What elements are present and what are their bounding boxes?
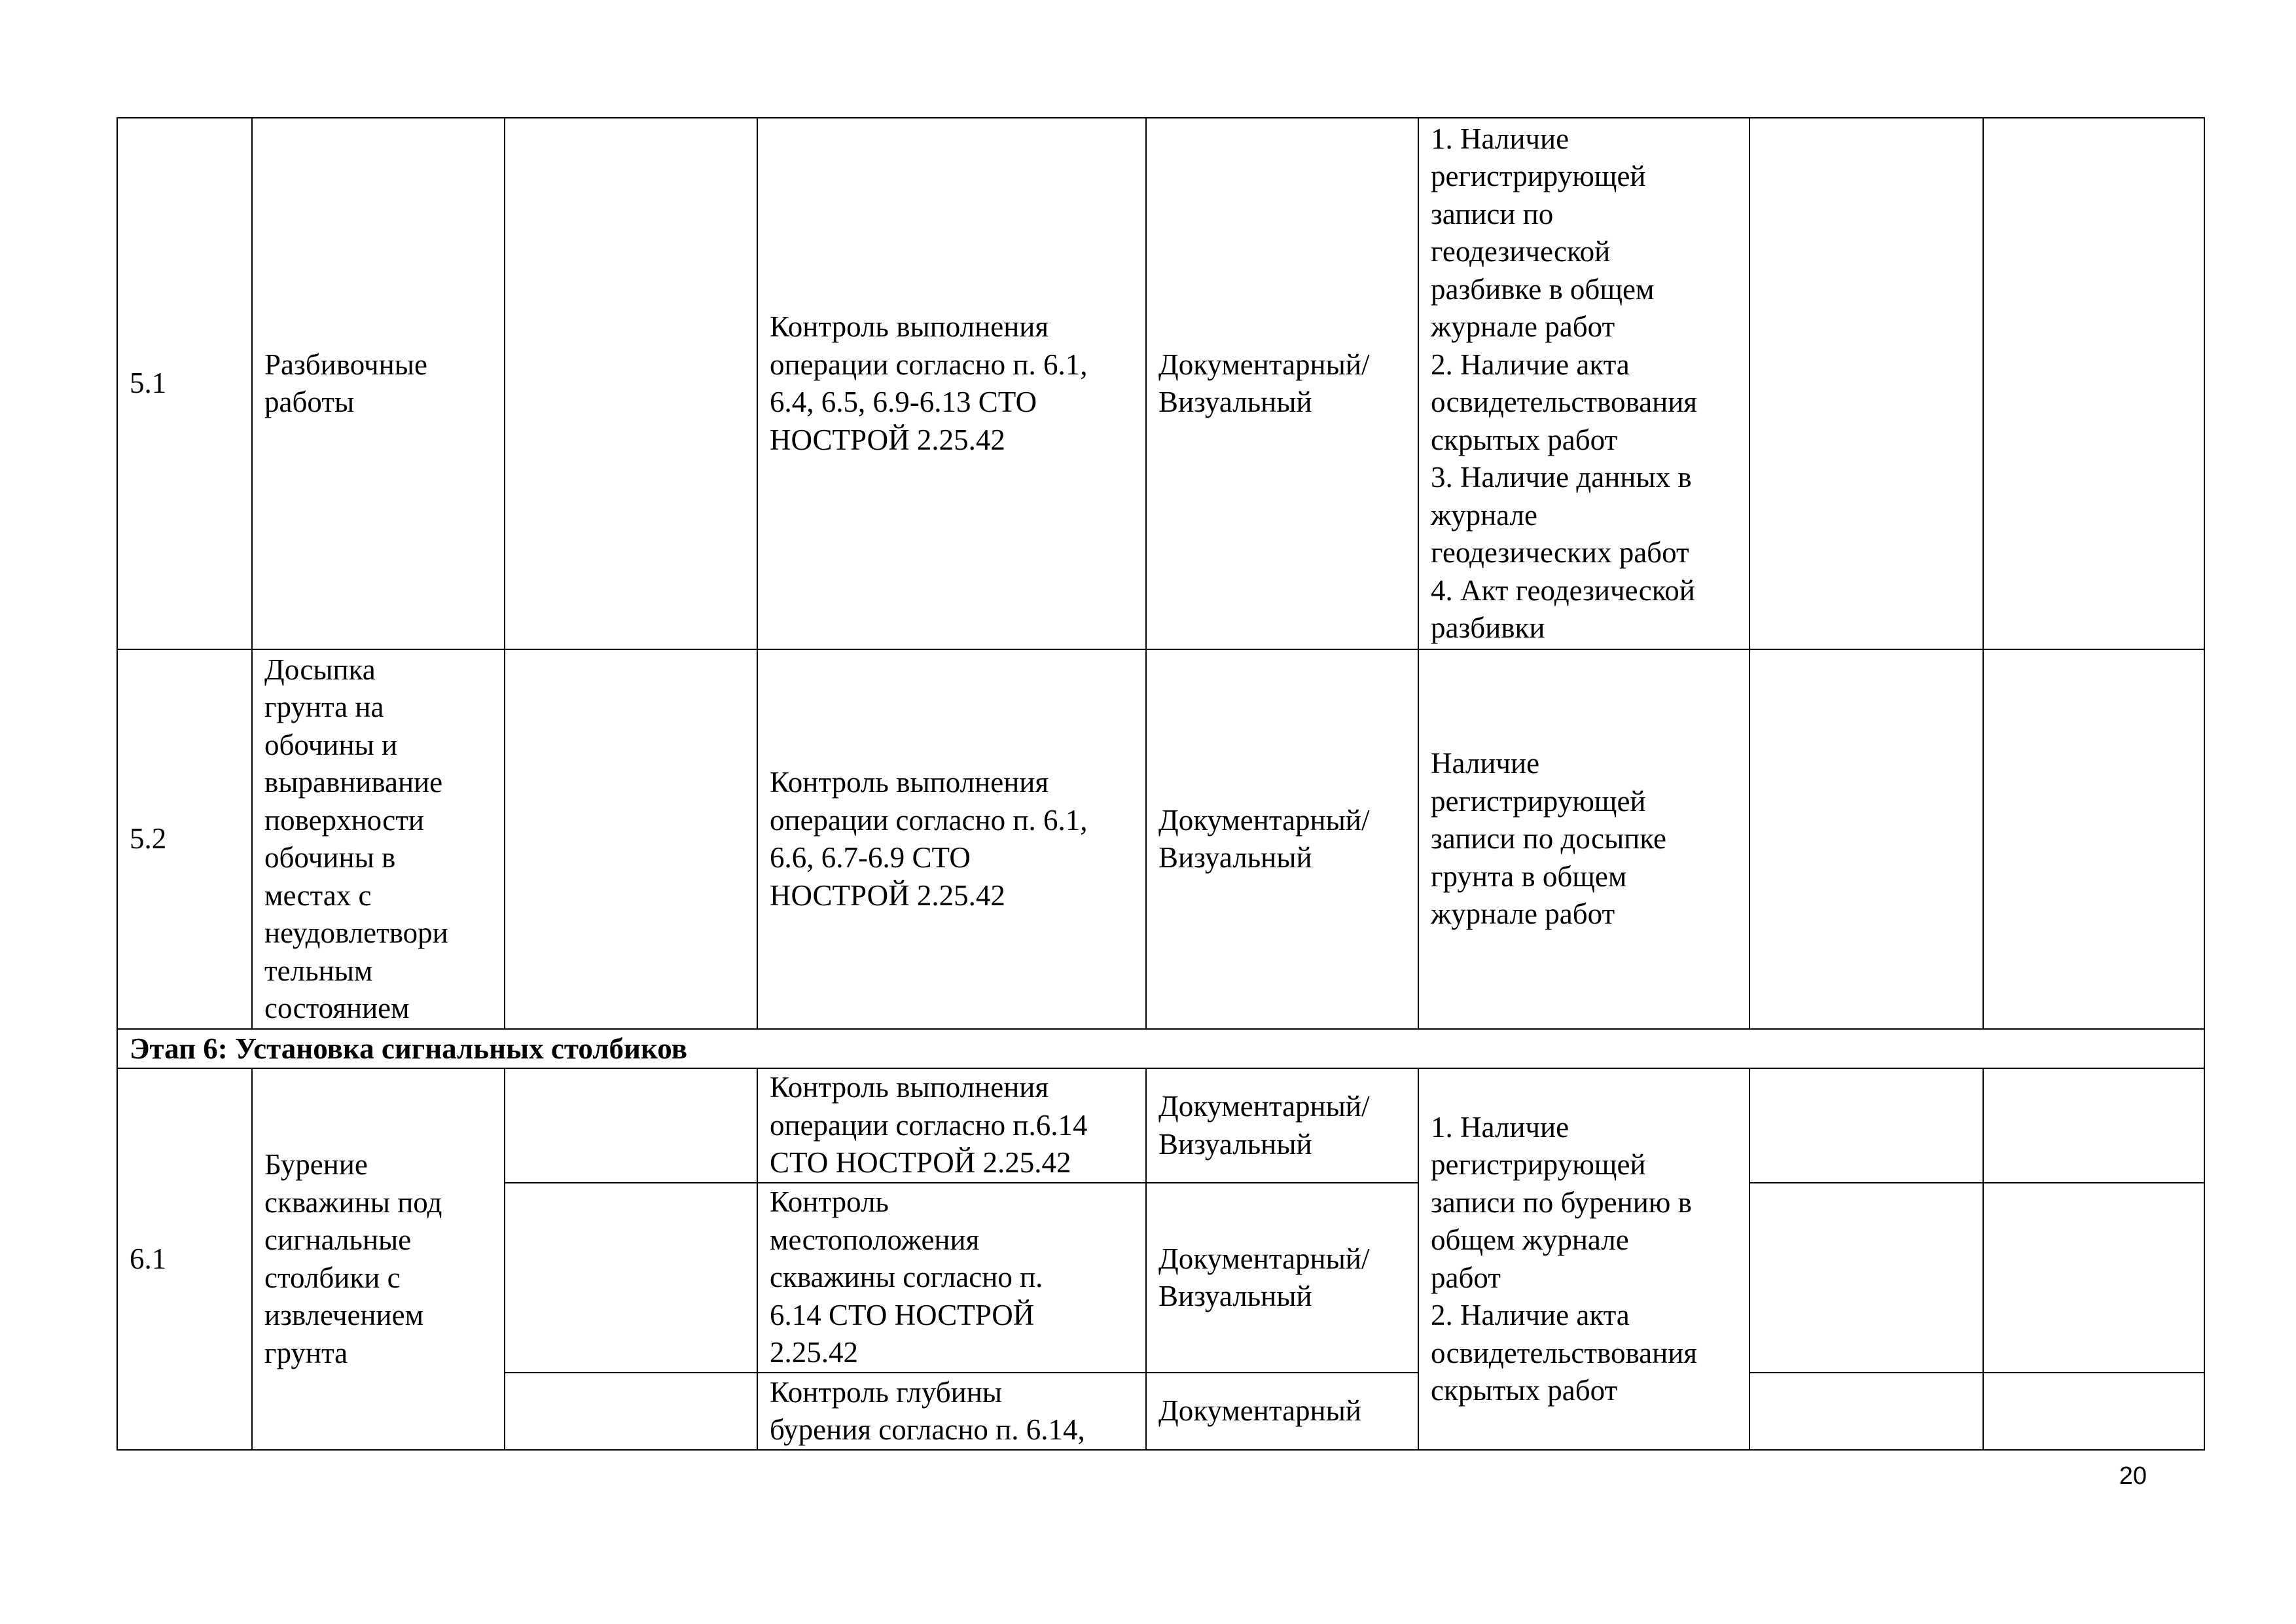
empty-cell [1749,1068,1983,1183]
empty-cell [505,1068,757,1183]
row-number-cell: 6.1 [117,1068,252,1450]
empty-cell [1983,649,2204,1029]
control-method-cell: Документарный/ Визуальный [1146,1068,1418,1183]
empty-cell [1749,118,1983,649]
empty-cell [1983,1373,2204,1450]
operation-name-cell: Досыпка грунта на обочины и выравнивание поверхности обочины в местах с неудовлетвори тельным состоянием [252,649,505,1029]
empty-cell [1749,649,1983,1029]
stage-header-row [117,1029,2204,1068]
control-description-cell: Контроль местоположения скважины согласно п. 6.14 СТО НОСТРОЙ 2.25.42 [757,1183,1146,1373]
empty-cell [505,118,757,649]
control-description-cell: Контроль выполнения операции согласно п. 6.1, 6.4, 6.5, 6.9-6.13 СТО НОСТРОЙ 2.25.42 [757,118,1146,649]
documents-cell: 1. Наличие регистрирующей записи по бурению в общем журнале работ 2. Наличие акта освидетельствования скрытых работ [1418,1068,1749,1450]
row-number-cell: 5.1 [117,118,252,649]
control-description-cell: Контроль выполнения операции согласно п.6.14 СТО НОСТРОЙ 2.25.42 [757,1068,1146,1183]
table-row-6-1-a [117,1068,2204,1183]
empty-cell [1983,1068,2204,1183]
page-number: 20 [2119,1462,2147,1490]
table-row-5-1 [117,118,2204,649]
empty-cell [505,1183,757,1373]
control-method-cell: Документарный/ Визуальный [1146,649,1418,1029]
operation-name-cell: Бурение скважины под сигнальные столбики с извлечением грунта [252,1068,505,1450]
empty-cell [1749,1373,1983,1450]
control-method-cell: Документарный/ Визуальный [1146,118,1418,649]
empty-cell [505,1373,757,1450]
control-method-cell: Документарный/ Визуальный [1146,1183,1418,1373]
row-number-cell: 5.2 [117,649,252,1029]
empty-cell [1749,1183,1983,1373]
control-method-cell: Документарный [1146,1373,1418,1450]
operation-name-cell: Разбивочные работы [252,118,505,649]
empty-cell [1983,1183,2204,1373]
empty-cell [1983,118,2204,649]
control-description-cell: Контроль глубины бурения согласно п. 6.14, [757,1373,1146,1450]
control-table [117,117,2205,1451]
documents-cell: 1. Наличие регистрирующей записи по геодезической разбивке в общем журнале работ 2. Наличие акта освидетельствования скрытых работ 3. Наличие данных в журнале геодезических работ 4. Акт геодезической разбивки [1418,118,1749,649]
documents-cell: Наличие регистрирующей записи по досыпке грунта в общем журнале работ [1418,649,1749,1029]
table-row-5-2 [117,649,2204,1029]
control-description-cell: Контроль выполнения операции согласно п. 6.1, 6.6, 6.7-6.9 СТО НОСТРОЙ 2.25.42 [757,649,1146,1029]
stage-title: Этап 6: Установка сигнальных столбиков [117,1029,2204,1068]
empty-cell [505,649,757,1029]
